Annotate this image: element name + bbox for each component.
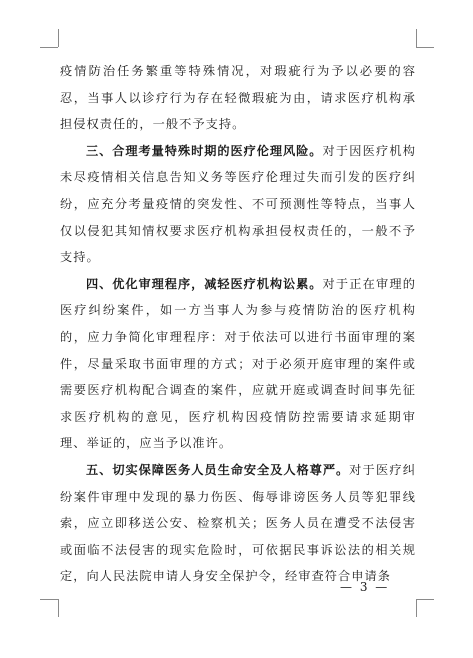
crop-mark-bottom-right-h [416,599,434,600]
paragraph-section-4 [60,271,416,457]
crop-mark-bottom-left-v [58,599,59,617]
crop-mark-bottom-right-v [416,599,417,617]
paragraph-section-3 [60,138,416,271]
crop-mark-bottom-left-h [40,599,58,600]
paragraph-continuation [60,58,416,138]
paragraph-section-5 [60,457,416,590]
paragraph-text: 疫情防治任务繁重等特殊情况，对瑕疵行为予以必要的容忍，当事人以诊疗行为存在轻微瑕疵为由，请求医疗机构承担侵权责任的，一般不予支持。 [60,64,416,132]
paragraph-text: 对于因医疗机构未尽疫情相关信息告知义务等医疗伦理过失而引发的医疗纠纷，应充分考量疫情的突发性、不可预测性等特点，当事人仅以侵犯其知情权要求医疗机构承担侵权责任的，一般不予支持。 [60,143,416,265]
crop-mark-top-right-v [416,29,417,47]
paragraph-text: 对于医疗纠纷案件审理中发现的暴力伤医、侮辱诽谤医务人员等犯罪线索，应立即移送公安、检察机关；医务人员在遭受不法侵害或面临不法侵害的现实危险时，可依据民事诉讼法的相关规定，向人民法院申请人身安全保护令，经审查符合申请条 [60,462,417,584]
paragraph-text: 对于正在审理的医疗纠纷案件，如一方当事人为参与疫情防治的医疗机构的，应力争简化审理程序：对于依法可以进行书面审理的案件，尽量采取书面审理的方式；对于必须开庭审理的案件或需要医疗机构配合调查的案件，应就开庭或调查时间事先征求医疗机构的意见，医疗机构因疫情防控需要请求延期审理、举证的，应当予以准许。 [60,276,416,451]
section-heading: 四、优化审理程序，减轻医疗机构讼累。 [86,276,323,291]
page-number: — 3 — [340,580,390,594]
crop-mark-top-left-h [40,47,58,48]
section-heading: 三、合理考量特殊时期的医疗伦理风险。 [86,143,323,158]
crop-mark-top-left-v [58,29,59,47]
document-body [60,58,416,590]
crop-mark-top-right-h [416,47,434,48]
section-heading: 五、切实保障医务人员生命安全及人格尊严。 [86,462,350,477]
